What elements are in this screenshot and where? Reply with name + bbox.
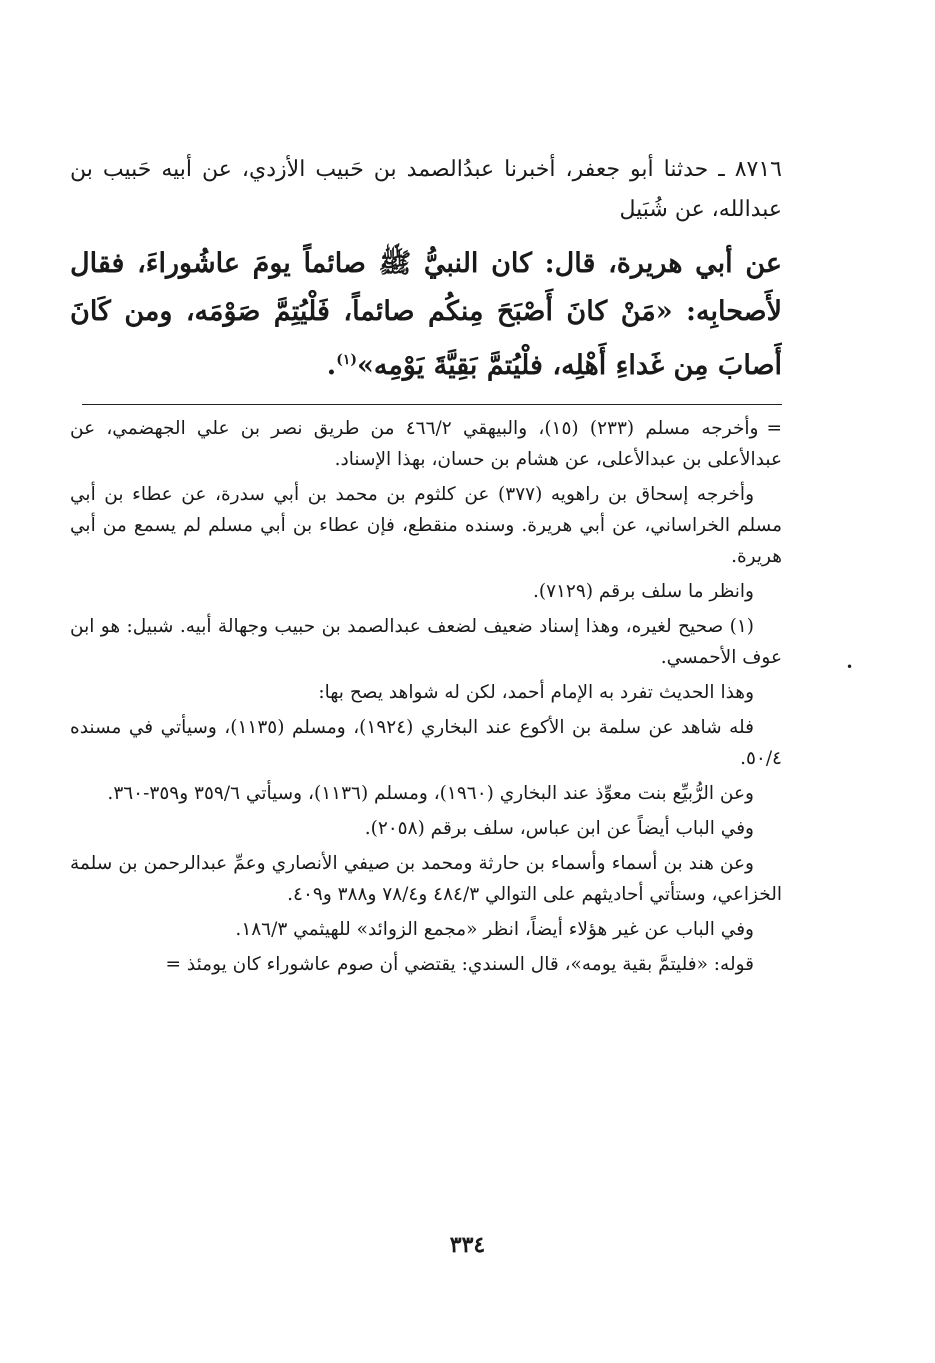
- footnote-reference: (١): [336, 352, 357, 368]
- footnote-paragraph: وعن الرُّبيِّع بنت معوِّذ عند البخاري (١٩٦٠)، ومسلم (١١٣٦)، وسيأتي ٣٥٩/٦ و٣٥٩-٣٦٠.: [107, 783, 754, 804]
- footnote-paragraph: وفي الباب أيضاً عن ابن عباس، سلف برقم (٢٠٥٨).: [364, 818, 754, 839]
- footnote-paragraph: [70, 413, 782, 475]
- footnote-paragraph: وانظر ما سلف برقم (٧١٢٩).: [532, 581, 754, 602]
- margin-mark: •: [846, 660, 854, 674]
- footnote-paragraph: وهذا الحديث تفرد به الإمام أحمد، لكن له شواهد يصح بها:: [318, 682, 754, 703]
- page-number: ٣٣٤: [449, 1232, 486, 1258]
- footnotes: [70, 413, 782, 980]
- footnote-text: قوله: «فليتمَّ بقية يومه»، قال السندي: يقتضي أن صوم عاشوراء كان يومئذ: [186, 954, 754, 975]
- hadith-matn-text: عن أبي هريرة، قال: كان النبيُّ ﷺ صائماً يومَ عاشُوراءَ، فقال لأَصحابِه: «مَنْ كانَ أَصْبَحَ مِنكُم صائماً، فَلْيُتِمَّ صَوْمَه، ومن كَانَ أَصابَ مِن غَداءِ أَهْلِه، فلْيُتمَّ بَقِيَّةَ يَوْمِه»: [70, 248, 782, 381]
- footnote-paragraph: (١) صحيح لغيره، وهذا إسناد ضعيف لضعف عبدالصمد بن حبيب وجهالة أبيه. شبيل: هو ابن عوف الأحمسي.: [70, 616, 782, 668]
- footnote-paragraph: [70, 949, 782, 980]
- footnote-text: وأخرجه مسلم (٢٣٣) (١٥)، والبيهقي ٤٦٦/٢ من طريق نصر بن علي الجهضمي، عن عبدالأعلى بن عبدالأعلى، عن هشام بن حسان، بهذا الإسناد.: [70, 418, 782, 470]
- document-page: [70, 150, 782, 1280]
- footnote-paragraph: وأخرجه إسحاق بن راهويه (٣٧٧) عن كلثوم بن محمد بن أبي سدرة، عن عطاء بن أبي مسلم الخراساني، عن أبي هريرة. وسنده منقطع، فإن عطاء بن أبي مسلم لم يسمع من أبي هريرة.: [70, 484, 782, 567]
- hadith-matn: [70, 240, 782, 390]
- continuation-mark: =: [165, 954, 181, 975]
- footnote-paragraph: وفي الباب عن غير هؤلاء أيضاً، انظر «مجمع الزوائد» للهيثمي ١٨٦/٣.: [235, 919, 754, 940]
- hadith-end-mark: .: [326, 350, 337, 381]
- footnote-separator: [82, 404, 782, 405]
- footnote-paragraph: وعن هند بن أسماء وأسماء بن حارثة ومحمد بن صيفي الأنصاري وعمِّ عبدالرحمن بن سلمة الخزاعي، وستأتي أحاديثهم على التوالي ٤٨٤/٣ و٧٨/٤ و٣٨٨ و٤٠٩.: [70, 853, 782, 905]
- footnote-paragraph: فله شاهد عن سلمة بن الأكوع عند البخاري (١٩٢٤)، ومسلم (١١٣٥)، وسيأتي في مسنده ٥٠/٤.: [70, 717, 782, 769]
- continuation-mark: =: [766, 418, 782, 439]
- hadith-isnad: ٨٧١٦ ـ حدثنا أبو جعفر، أخبرنا عبدُالصمد بن حَبيب الأزدي، عن أبيه حَبيب بن عبدالله، عن شُبَيل: [70, 157, 782, 222]
